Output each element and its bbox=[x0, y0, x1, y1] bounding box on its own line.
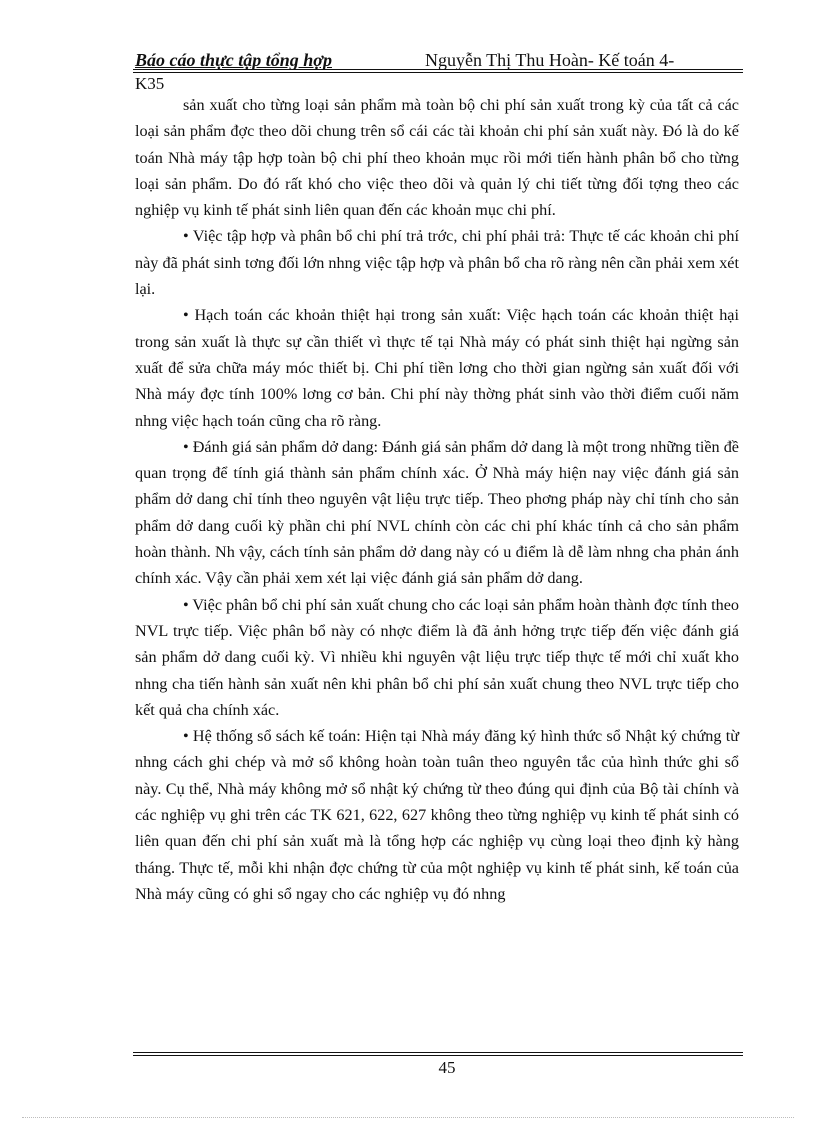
paragraph: • Việc tập hợp và phân bổ chi phí trả trớc, chi phí phải trả: Thực tế các khoản chi phí này đã phát sinh tơng đối lớn nhng việc tập hợp và phân bổ cha rõ ràng nên cần phải xem xét lại. bbox=[135, 227, 739, 299]
paragraph: • Hệ thống sổ sách kế toán: Hiện tại Nhà máy đăng ký hình thức sổ Nhật ký chứng từ nhng cách ghi chép và mở sổ không hoàn toàn tuân theo nguyên tắc của hình thức ghi sổ này. Cụ thể, Nhà máy không mở sổ nhật ký chứng từ theo đúng qui định của Bộ tài chính và các nghiệp vụ ghi trên các TK 621, 622, 627 không theo từng nghiệp vụ kinh tế phát sinh có liên quan đến chi phí sản xuất mà là tổng hợp các nghiệp vụ cùng loại theo định kỳ hàng tháng. Thực tế, mỗi khi nhận đợc chứng từ của một nghiệp vụ kinh tế phát sinh, kế toán của Nhà máy cũng có ghi sổ ngay cho các nghiệp vụ đó nhng bbox=[135, 727, 739, 903]
paragraph: • Việc phân bổ chi phí sản xuất chung cho các loại sản phẩm hoàn thành đợc tính theo NVL trực tiếp. Việc phân bổ này có nhợc điểm là đã ảnh hởng trực tiếp đến việc đánh giá sản phẩm dở dang cuối kỳ. Vì nhiều khi nguyên vật liệu trực tiếp thực tế mới chỉ xuất kho nhng cha tiến hành sản xuất nên khi phân bổ chi phí sản xuất chung theo NVL trực tiếp cho kết quả cha chính xác. bbox=[135, 595, 739, 719]
header-rule-top bbox=[133, 69, 743, 70]
body-text bbox=[135, 92, 739, 907]
footer-rule-top bbox=[133, 1052, 743, 1053]
author-line: Nguyễn Thị Thu Hoàn- Kế toán 4- bbox=[425, 50, 675, 70]
paragraph: sản xuất cho từng loại sản phẩm mà toàn bộ chi phí sản xuất trong kỳ của tất cả các loại sản phẩm đợc theo dõi chung trên sổ cái các tài khoản chi phí sản xuất này. Đó là do kế toán Nhà máy tập hợp toàn bộ chi phí theo khoản mục rồi mới tiến hành phân bổ cho từng loại sản phẩm. Do đó rất khó cho việc theo dõi và quản lý chi tiết từng đối tợng theo các nghiệp vụ kinh tế phát sinh liên quan đến các khoản mục chi phí. bbox=[135, 96, 739, 220]
report-title: Báo cáo thực tập tổng hợp bbox=[135, 50, 332, 70]
page-edge bbox=[22, 1117, 794, 1118]
paragraph: • Hạch toán các khoản thiệt hại trong sản xuất: Việc hạch toán các khoản thiệt hại trong sản xuất là thực sự cần thiết vì thực tế tại Nhà máy có phát sinh thiệt hại ngừng sản xuất để sửa chữa máy móc thiết bị. Chi phí tiền lơng cho thời gian ngừng sản xuất đối với Nhà máy đợc tính 100% lơng cơ bản. Chi phí này thờng phát sinh vào thời điểm cuối năm nhng việc hạch toán cũng cha rõ ràng. bbox=[135, 306, 739, 430]
footer-rule-bottom bbox=[133, 1055, 743, 1056]
header-rule-bottom bbox=[133, 72, 743, 73]
page-number: 45 bbox=[438, 1058, 456, 1077]
author-line-continued: K35 bbox=[135, 74, 165, 93]
paragraph: • Đánh giá sản phẩm dở dang: Đánh giá sản phẩm dở dang là một trong những tiền đề quan trọng để tính giá thành sản phẩm chính xác. Ở Nhà máy hiện nay việc đánh giá sản phẩm dở dang chỉ tính theo nguyên vật liệu trực tiếp. Theo phơng pháp này chỉ tính cho sản phẩm dở dang cuối kỳ phần chi phí NVL chính còn các chi phí khác tính cả cho sản phẩm hoàn thành. Nh vậy, cách tính sản phẩm dở dang này có u điểm là dễ làm nhng cha phản ánh chính xác. Vậy cần phải xem xét lại việc đánh giá sản phẩm dở dang. bbox=[135, 437, 739, 588]
